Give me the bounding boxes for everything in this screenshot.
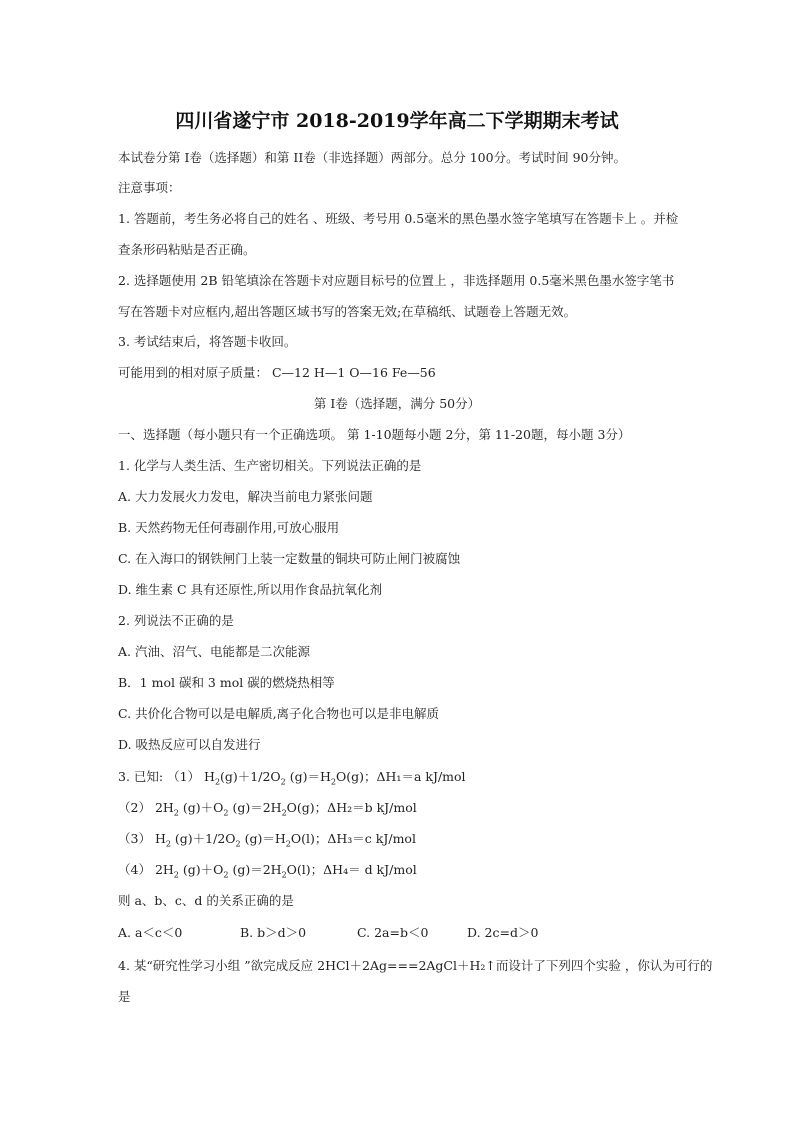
q3-stem: 3. 已知: bbox=[118, 769, 168, 784]
q3-r3-equation: $H_2$ $(g)+1/2O_2$ $(g)=H_2O(l)$； bbox=[154, 831, 328, 849]
q3-r2-label: （2） bbox=[118, 800, 151, 815]
q2-option-c: C. 共价化合物可以是电解质,离子化合物也可以是非电解质 bbox=[118, 706, 440, 721]
intro-text: 本试卷分第 I卷（选择题）和第 II卷（非选择题）两部分。总分 100分。考试时间 90分钟。 bbox=[118, 150, 626, 165]
note-2: 2. 选择题使用 2B 铅笔填涂在答题卡对应题目标号的位置上 ，非选择题用 0.5毫米黑色墨水签字笔书 bbox=[118, 273, 675, 288]
q3-r4-label: （4） bbox=[118, 862, 151, 877]
q3-r4-enthalpy: ΔH₄＝ d kJ/mol bbox=[323, 862, 417, 877]
section-heading: 第 I卷（选择题，满分 50分） bbox=[313, 396, 481, 411]
atomic-masses: 可能用到的相对原子质量： C—12 H—1 O—16 Fe—56 bbox=[118, 365, 436, 380]
q3-reaction-2 bbox=[118, 800, 417, 816]
q3-r1-enthalpy: ΔH₁＝a kJ/mol bbox=[376, 769, 466, 784]
q3-reaction-3 bbox=[118, 831, 416, 847]
part-one-heading: 一、选择题（每小题只有一个正确选项。 第 1-10题每小题 2分，第 11-20题，每小题 3分） bbox=[118, 427, 631, 442]
q1-option-a: A. 大力发展火力发电，解决当前电力紧张问题 bbox=[118, 489, 373, 504]
q3-reaction-4 bbox=[118, 862, 417, 878]
note-1-cont: 查条形码粘贴是否正确。 bbox=[118, 242, 256, 257]
q3-question: 则 a、b、c、d 的关系正确的是 bbox=[118, 893, 294, 908]
note-3: 3. 考试结束后，将答题卡收回。 bbox=[118, 334, 297, 349]
q1-stem: 1. 化学与人类生活、生产密切相关。下列说法正确的是 bbox=[118, 458, 422, 473]
q2-option-b: B．1 mol 碳和 3 mol 碳的燃烧热相等 bbox=[118, 675, 335, 690]
q4-stem-cont: 是 bbox=[118, 989, 131, 1004]
q3-option-b: B. b＞d＞0 bbox=[240, 925, 307, 940]
q3-r3-enthalpy: ΔH₃＝c kJ/mol bbox=[327, 831, 416, 846]
q1-option-b: B. 天然药物无任何毒副作用,可放心服用 bbox=[118, 520, 340, 535]
q3-r3-label: （3） bbox=[118, 831, 151, 846]
q3-r4-equation: $2H_2$ $(g)+O_2$ $(g)=2H_2O(l)$； bbox=[154, 862, 324, 880]
q4-stem: 4. 某“研究性学习小组 ”欲完成反应 2HCl＋2Ag===2AgCl＋H₂↑而设计了下列四个实验 ，你认为可行的 bbox=[118, 958, 713, 973]
q1-option-d: D. 维生素 C 具有还原性,所以用作食品抗氧化剂 bbox=[118, 582, 383, 597]
q3-reaction-1 bbox=[118, 769, 466, 785]
q1-option-c: C. 在入海口的钢铁闸门上装一定数量的铜块可防止闸门被腐蚀 bbox=[118, 551, 461, 566]
q3-option-d: D. 2c=d＞0 bbox=[467, 925, 539, 940]
note-2-cont: 写在答题卡对应框内,超出答题区域书写的答案无效;在草稿纸、试题卷上答题无效。 bbox=[118, 304, 577, 319]
note-1: 1. 答题前，考生务必将自己的姓名 、班级、考号用 0.5毫米的黑色墨水签字笔填写在答题卡上 。并检 bbox=[118, 211, 679, 226]
q2-option-d: D. 吸热反应可以自发进行 bbox=[118, 737, 261, 752]
q3-option-c: C. 2a=b＜0 bbox=[357, 925, 429, 940]
q2-option-a: A. 汽油、沼气、电能都是二次能源 bbox=[118, 644, 310, 659]
notice-heading: 注意事项： bbox=[118, 180, 181, 195]
exam-title: 四川省遂宁市 2018-2019学年高二下学期期末考试 bbox=[175, 110, 619, 132]
q3-option-a: A. a＜c＜0 bbox=[118, 925, 183, 940]
q3-r2-enthalpy: ΔH₂＝b kJ/mol bbox=[327, 800, 417, 815]
q3-r1-equation: $H_2(g)+1/2O_2$ $(g)=H_2O(g)$； bbox=[204, 769, 377, 787]
q3-r2-equation: $2H_2$ $(g)+O_2$ $(g)=2H_2O(g)$； bbox=[154, 800, 328, 818]
q2-stem: 2. 列说法不正确的是 bbox=[118, 613, 234, 628]
q3-r1-label: （1） bbox=[167, 769, 201, 784]
